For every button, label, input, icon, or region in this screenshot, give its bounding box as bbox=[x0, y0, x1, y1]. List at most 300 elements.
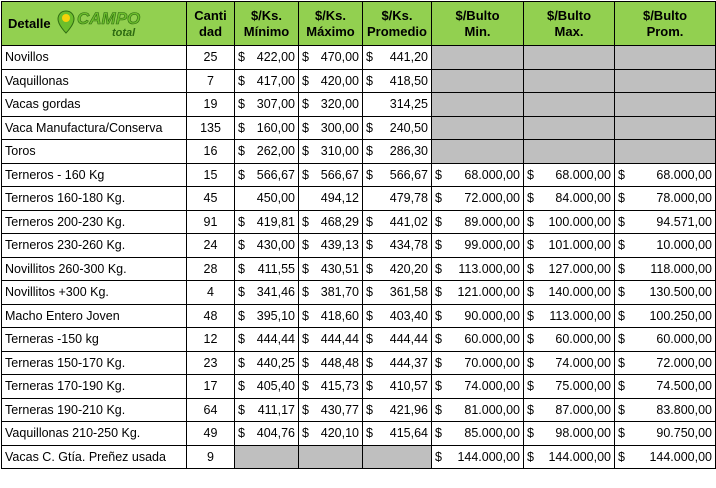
money-value bbox=[238, 332, 295, 346]
currency-symbol: $ bbox=[366, 402, 373, 417]
amount: 405,40 bbox=[256, 379, 295, 394]
currency-symbol: $ bbox=[238, 355, 245, 370]
cell-prom bbox=[363, 210, 432, 234]
amount: 566,67 bbox=[320, 167, 359, 182]
currency-symbol: $ bbox=[302, 402, 309, 417]
cell-detalle: Toros bbox=[2, 140, 187, 164]
cell-bmax bbox=[524, 445, 615, 469]
money-value bbox=[366, 121, 428, 135]
amount: 444,44 bbox=[389, 332, 428, 347]
cell-min bbox=[235, 46, 299, 70]
amount: 430,00 bbox=[256, 238, 295, 253]
cell-cantidad: 12 bbox=[187, 328, 235, 352]
money-value bbox=[302, 215, 359, 229]
cell-cantidad: 135 bbox=[187, 116, 235, 140]
currency-symbol: $ bbox=[527, 285, 534, 300]
money-value bbox=[302, 168, 359, 182]
currency-symbol: $ bbox=[618, 426, 625, 441]
money-value bbox=[302, 309, 359, 323]
cell-cantidad: 49 bbox=[187, 422, 235, 446]
money-value bbox=[366, 403, 428, 417]
currency-symbol: $ bbox=[366, 379, 373, 394]
amount: 98.000,00 bbox=[555, 426, 611, 441]
amount: 300,00 bbox=[320, 120, 359, 135]
currency-symbol: $ bbox=[618, 238, 625, 253]
money-value bbox=[435, 262, 520, 276]
header-cantidad-l1: Canti bbox=[194, 7, 227, 23]
cell-cantidad: 48 bbox=[187, 304, 235, 328]
currency-symbol: $ bbox=[238, 144, 245, 159]
currency-symbol: $ bbox=[238, 308, 245, 323]
cell-bmax bbox=[524, 163, 615, 187]
cell-bprom bbox=[615, 281, 716, 305]
amount: 434,78 bbox=[389, 238, 428, 253]
money-value bbox=[527, 426, 611, 440]
header-bulto-max-l1: $/Bulto bbox=[546, 7, 592, 23]
currency-symbol: $ bbox=[366, 144, 373, 159]
amount: 100.000,00 bbox=[548, 214, 611, 229]
cell-prom bbox=[363, 304, 432, 328]
currency-symbol: $ bbox=[302, 144, 309, 159]
currency-symbol: $ bbox=[302, 238, 309, 253]
cell-bmax bbox=[524, 93, 615, 117]
cell-min bbox=[235, 187, 299, 211]
money-value bbox=[618, 403, 712, 417]
currency-symbol: $ bbox=[618, 379, 625, 394]
amount: 87.000,00 bbox=[555, 402, 611, 417]
amount: 90.750,00 bbox=[656, 426, 712, 441]
cell-max bbox=[299, 163, 363, 187]
amount: 72.000,00 bbox=[464, 191, 520, 206]
amount: 60.000,00 bbox=[555, 332, 611, 347]
cell-bmin bbox=[432, 328, 524, 352]
table-body bbox=[2, 46, 716, 469]
cell-detalle: Terneras 190-210 Kg. bbox=[2, 398, 187, 422]
table-row bbox=[2, 304, 716, 328]
money-value bbox=[238, 309, 295, 323]
cell-detalle: Terneras -150 kg bbox=[2, 328, 187, 352]
table-row bbox=[2, 351, 716, 375]
cell-prom bbox=[363, 281, 432, 305]
currency-symbol: $ bbox=[527, 449, 534, 464]
cell-bprom bbox=[615, 116, 716, 140]
header-kg-max-l1: $/Ks. bbox=[314, 7, 347, 23]
cell-max bbox=[299, 281, 363, 305]
money-value bbox=[527, 215, 611, 229]
currency-symbol: $ bbox=[238, 261, 245, 276]
cell-max bbox=[299, 116, 363, 140]
cell-bmax bbox=[524, 304, 615, 328]
currency-symbol: $ bbox=[618, 308, 625, 323]
amount: 160,00 bbox=[256, 120, 295, 135]
amount: 314,25 bbox=[389, 97, 428, 112]
money-value bbox=[527, 262, 611, 276]
header-kg-prom bbox=[363, 2, 432, 46]
amount: 421,96 bbox=[389, 402, 428, 417]
currency-symbol: $ bbox=[366, 426, 373, 441]
cell-max bbox=[299, 304, 363, 328]
currency-symbol: $ bbox=[618, 285, 625, 300]
amount: 566,67 bbox=[256, 167, 295, 182]
header-kg-min-l2: Mínimo bbox=[243, 23, 290, 39]
money-value bbox=[618, 309, 712, 323]
currency-symbol: $ bbox=[435, 402, 442, 417]
prices-table bbox=[1, 1, 716, 469]
money-value bbox=[238, 168, 295, 182]
money-value bbox=[527, 332, 611, 346]
money-value bbox=[302, 332, 359, 346]
cell-max bbox=[299, 351, 363, 375]
header-kg-prom-l1: $/Ks. bbox=[381, 7, 413, 23]
currency-symbol: $ bbox=[302, 167, 309, 182]
cell-cantidad: 45 bbox=[187, 187, 235, 211]
header-kg-max-l2: Máximo bbox=[306, 23, 355, 39]
currency-symbol: $ bbox=[435, 261, 442, 276]
amount: 444,44 bbox=[256, 332, 295, 347]
money-value bbox=[435, 191, 520, 205]
amount: 83.800,00 bbox=[656, 402, 712, 417]
amount: 140.000,00 bbox=[548, 285, 611, 300]
amount: 118.000,00 bbox=[650, 261, 712, 276]
currency-symbol: $ bbox=[302, 426, 309, 441]
cell-max bbox=[299, 46, 363, 70]
cell-bprom bbox=[615, 398, 716, 422]
currency-symbol: $ bbox=[618, 449, 625, 464]
money-value bbox=[618, 238, 712, 252]
cell-bmax bbox=[524, 328, 615, 352]
amount: 320,00 bbox=[320, 97, 359, 112]
amount: 101.000,00 bbox=[548, 238, 611, 253]
cell-detalle: Novillitos 260-300 Kg. bbox=[2, 257, 187, 281]
money-value bbox=[366, 168, 428, 182]
cell-min bbox=[235, 281, 299, 305]
cell-bmin bbox=[432, 116, 524, 140]
cell-max bbox=[299, 210, 363, 234]
money-value bbox=[527, 403, 611, 417]
currency-symbol: $ bbox=[435, 167, 442, 182]
amount: 470,00 bbox=[320, 50, 359, 65]
cell-bprom bbox=[615, 257, 716, 281]
table-row bbox=[2, 445, 716, 469]
table-row bbox=[2, 116, 716, 140]
cell-min bbox=[235, 257, 299, 281]
money-value bbox=[238, 215, 295, 229]
amount: 418,60 bbox=[320, 308, 359, 323]
amount: 450,00 bbox=[256, 191, 295, 206]
amount: 403,40 bbox=[389, 308, 428, 323]
cell-detalle: Vaquillonas bbox=[2, 69, 187, 93]
currency-symbol: $ bbox=[238, 332, 245, 347]
currency-symbol: $ bbox=[435, 332, 442, 347]
cell-bmin bbox=[432, 163, 524, 187]
cell-min bbox=[235, 163, 299, 187]
cell-cantidad: 19 bbox=[187, 93, 235, 117]
amount: 78.000,00 bbox=[656, 191, 712, 206]
money-value bbox=[302, 426, 359, 440]
cell-bmin bbox=[432, 69, 524, 93]
currency-symbol: $ bbox=[366, 73, 373, 88]
amount: 74.000,00 bbox=[555, 355, 611, 370]
cell-detalle: Vacas gordas bbox=[2, 93, 187, 117]
money-value bbox=[238, 50, 295, 64]
money-value bbox=[366, 144, 428, 158]
amount: 404,76 bbox=[256, 426, 295, 441]
cell-max bbox=[299, 257, 363, 281]
money-value bbox=[366, 97, 428, 111]
cell-detalle: Terneros 200-230 Kg. bbox=[2, 210, 187, 234]
table-row bbox=[2, 93, 716, 117]
currency-symbol: $ bbox=[618, 261, 625, 276]
currency-symbol: $ bbox=[238, 379, 245, 394]
currency-symbol: $ bbox=[238, 167, 245, 182]
cell-bprom bbox=[615, 140, 716, 164]
cell-bmin bbox=[432, 375, 524, 399]
currency-symbol: $ bbox=[618, 332, 625, 347]
currency-symbol: $ bbox=[366, 355, 373, 370]
cell-bprom bbox=[615, 163, 716, 187]
currency-symbol: $ bbox=[366, 120, 373, 135]
currency-symbol: $ bbox=[302, 50, 309, 65]
money-value bbox=[527, 168, 611, 182]
amount: 60.000,00 bbox=[656, 332, 712, 347]
money-value bbox=[366, 238, 428, 252]
cell-prom bbox=[363, 46, 432, 70]
table-row bbox=[2, 328, 716, 352]
cell-max bbox=[299, 93, 363, 117]
money-value bbox=[302, 191, 359, 205]
amount: 130.500,00 bbox=[649, 285, 712, 300]
cell-prom bbox=[363, 163, 432, 187]
cell-prom bbox=[363, 398, 432, 422]
amount: 441,20 bbox=[389, 50, 428, 65]
cell-min bbox=[235, 375, 299, 399]
money-value bbox=[238, 74, 295, 88]
cell-detalle: Novillos bbox=[2, 46, 187, 70]
cell-cantidad: 25 bbox=[187, 46, 235, 70]
currency-symbol: $ bbox=[366, 332, 373, 347]
cell-max bbox=[299, 375, 363, 399]
cell-bprom bbox=[615, 210, 716, 234]
cell-detalle: Novillitos +300 Kg. bbox=[2, 281, 187, 305]
cell-bmin bbox=[432, 46, 524, 70]
cell-max bbox=[299, 187, 363, 211]
cell-prom bbox=[363, 257, 432, 281]
currency-symbol: $ bbox=[238, 426, 245, 441]
amount: 127.000,00 bbox=[548, 261, 611, 276]
header-bulto-max-l2: Max. bbox=[554, 23, 584, 39]
amount: 113.000,00 bbox=[549, 308, 611, 323]
money-value bbox=[435, 332, 520, 346]
money-value bbox=[618, 426, 712, 440]
money-value bbox=[618, 332, 712, 346]
amount: 60.000,00 bbox=[464, 332, 520, 347]
money-value bbox=[435, 168, 520, 182]
cell-prom bbox=[363, 375, 432, 399]
header-bulto-min bbox=[432, 2, 524, 46]
cell-min bbox=[235, 116, 299, 140]
amount: 430,51 bbox=[320, 261, 359, 276]
money-value bbox=[527, 191, 611, 205]
cell-prom bbox=[363, 351, 432, 375]
cell-max bbox=[299, 422, 363, 446]
amount: 444,37 bbox=[389, 355, 428, 370]
currency-symbol: $ bbox=[366, 261, 373, 276]
cell-prom bbox=[363, 422, 432, 446]
money-value bbox=[435, 309, 520, 323]
cell-min bbox=[235, 93, 299, 117]
table-row bbox=[2, 46, 716, 70]
money-value bbox=[238, 238, 295, 252]
money-value bbox=[527, 450, 611, 464]
money-value bbox=[435, 356, 520, 370]
cell-cantidad: 91 bbox=[187, 210, 235, 234]
logo-subtext: total bbox=[111, 26, 135, 39]
currency-symbol: $ bbox=[238, 73, 245, 88]
amount: 420,00 bbox=[320, 73, 359, 88]
money-value bbox=[527, 309, 611, 323]
currency-symbol: $ bbox=[618, 355, 625, 370]
currency-symbol: $ bbox=[618, 191, 625, 206]
currency-symbol: $ bbox=[435, 191, 442, 206]
cell-min bbox=[235, 422, 299, 446]
money-value bbox=[366, 356, 428, 370]
currency-symbol: $ bbox=[302, 73, 309, 88]
currency-symbol: $ bbox=[238, 97, 245, 112]
amount: 240,50 bbox=[389, 120, 428, 135]
currency-symbol: $ bbox=[238, 50, 245, 65]
money-value bbox=[435, 426, 520, 440]
amount: 94.571,00 bbox=[656, 214, 712, 229]
amount: 85.000,00 bbox=[464, 426, 520, 441]
cell-bprom bbox=[615, 375, 716, 399]
cell-detalle: Terneros 160-180 Kg. bbox=[2, 187, 187, 211]
currency-symbol: $ bbox=[527, 402, 534, 417]
amount: 307,00 bbox=[256, 97, 295, 112]
cell-cantidad: 28 bbox=[187, 257, 235, 281]
cell-bprom bbox=[615, 187, 716, 211]
money-value bbox=[618, 356, 712, 370]
money-value bbox=[618, 191, 712, 205]
cell-bmin bbox=[432, 257, 524, 281]
amount: 68.000,00 bbox=[555, 167, 611, 182]
money-value bbox=[302, 121, 359, 135]
amount: 74.500,00 bbox=[656, 379, 712, 394]
cell-bprom bbox=[615, 351, 716, 375]
currency-symbol: $ bbox=[435, 238, 442, 253]
currency-symbol: $ bbox=[302, 332, 309, 347]
cell-bmin bbox=[432, 304, 524, 328]
header-kg-prom-l2: Promedio bbox=[367, 23, 427, 39]
currency-symbol: $ bbox=[527, 238, 534, 253]
money-value bbox=[435, 450, 520, 464]
cell-max bbox=[299, 69, 363, 93]
amount: 144.000,00 bbox=[548, 449, 611, 464]
header-bulto-min-l1: $/Bulto bbox=[455, 7, 500, 23]
cell-min bbox=[235, 234, 299, 258]
header-kg-min-l1: $/Ks. bbox=[250, 7, 283, 23]
cell-min bbox=[235, 210, 299, 234]
cell-bprom bbox=[615, 93, 716, 117]
cell-max bbox=[299, 234, 363, 258]
cell-prom bbox=[363, 445, 432, 469]
currency-symbol: $ bbox=[366, 50, 373, 65]
amount: 419,81 bbox=[256, 214, 295, 229]
header-bulto-prom bbox=[615, 2, 716, 46]
cell-bmax bbox=[524, 281, 615, 305]
currency-symbol: $ bbox=[527, 355, 534, 370]
amount: 121.000,00 bbox=[457, 285, 520, 300]
cell-cantidad: 64 bbox=[187, 398, 235, 422]
cell-detalle: Terneras 170-190 Kg. bbox=[2, 375, 187, 399]
cell-cantidad: 16 bbox=[187, 140, 235, 164]
money-value bbox=[302, 403, 359, 417]
amount: 99.000,00 bbox=[464, 238, 520, 253]
amount: 75.000,00 bbox=[555, 379, 611, 394]
currency-symbol: $ bbox=[302, 308, 309, 323]
cell-bmin bbox=[432, 422, 524, 446]
amount: 415,64 bbox=[389, 426, 428, 441]
currency-symbol: $ bbox=[302, 379, 309, 394]
amount: 417,00 bbox=[256, 73, 295, 88]
table-row bbox=[2, 398, 716, 422]
cell-prom bbox=[363, 140, 432, 164]
currency-symbol: $ bbox=[435, 308, 442, 323]
logo-graphic bbox=[57, 7, 153, 41]
amount: 81.000,00 bbox=[464, 402, 520, 417]
money-value bbox=[435, 215, 520, 229]
money-value bbox=[238, 262, 295, 276]
amount: 439,13 bbox=[320, 238, 359, 253]
table-row bbox=[2, 69, 716, 93]
amount: 70.000,00 bbox=[464, 355, 520, 370]
amount: 444,44 bbox=[320, 332, 359, 347]
currency-symbol: $ bbox=[527, 214, 534, 229]
cell-prom bbox=[363, 93, 432, 117]
logo-text: CAMPO bbox=[76, 8, 140, 28]
money-value bbox=[618, 450, 712, 464]
amount: 286,30 bbox=[389, 144, 428, 159]
header-bulto-max bbox=[524, 2, 615, 46]
cell-detalle: Vaquillonas 210-250 Kg. bbox=[2, 422, 187, 446]
cell-bmax bbox=[524, 398, 615, 422]
currency-symbol: $ bbox=[302, 355, 309, 370]
money-value bbox=[527, 356, 611, 370]
currency-symbol: $ bbox=[238, 120, 245, 135]
cell-bmin bbox=[432, 445, 524, 469]
amount: 411,55 bbox=[257, 261, 295, 276]
cell-min bbox=[235, 304, 299, 328]
header-detalle bbox=[2, 2, 187, 46]
cell-cantidad: 24 bbox=[187, 234, 235, 258]
money-value bbox=[366, 285, 428, 299]
header-row bbox=[2, 2, 716, 46]
cell-bmax bbox=[524, 351, 615, 375]
currency-symbol: $ bbox=[435, 214, 442, 229]
amount: 415,73 bbox=[320, 379, 359, 394]
cell-prom bbox=[363, 328, 432, 352]
currency-symbol: $ bbox=[238, 285, 245, 300]
money-value bbox=[302, 50, 359, 64]
amount: 420,20 bbox=[389, 261, 428, 276]
money-value bbox=[527, 379, 611, 393]
cell-detalle: Vaca Manufactura/Conserva bbox=[2, 116, 187, 140]
money-value bbox=[527, 285, 611, 299]
money-value bbox=[366, 262, 428, 276]
amount: 468,29 bbox=[320, 214, 359, 229]
amount: 68.000,00 bbox=[464, 167, 520, 182]
currency-symbol: $ bbox=[366, 167, 373, 182]
cell-min bbox=[235, 351, 299, 375]
